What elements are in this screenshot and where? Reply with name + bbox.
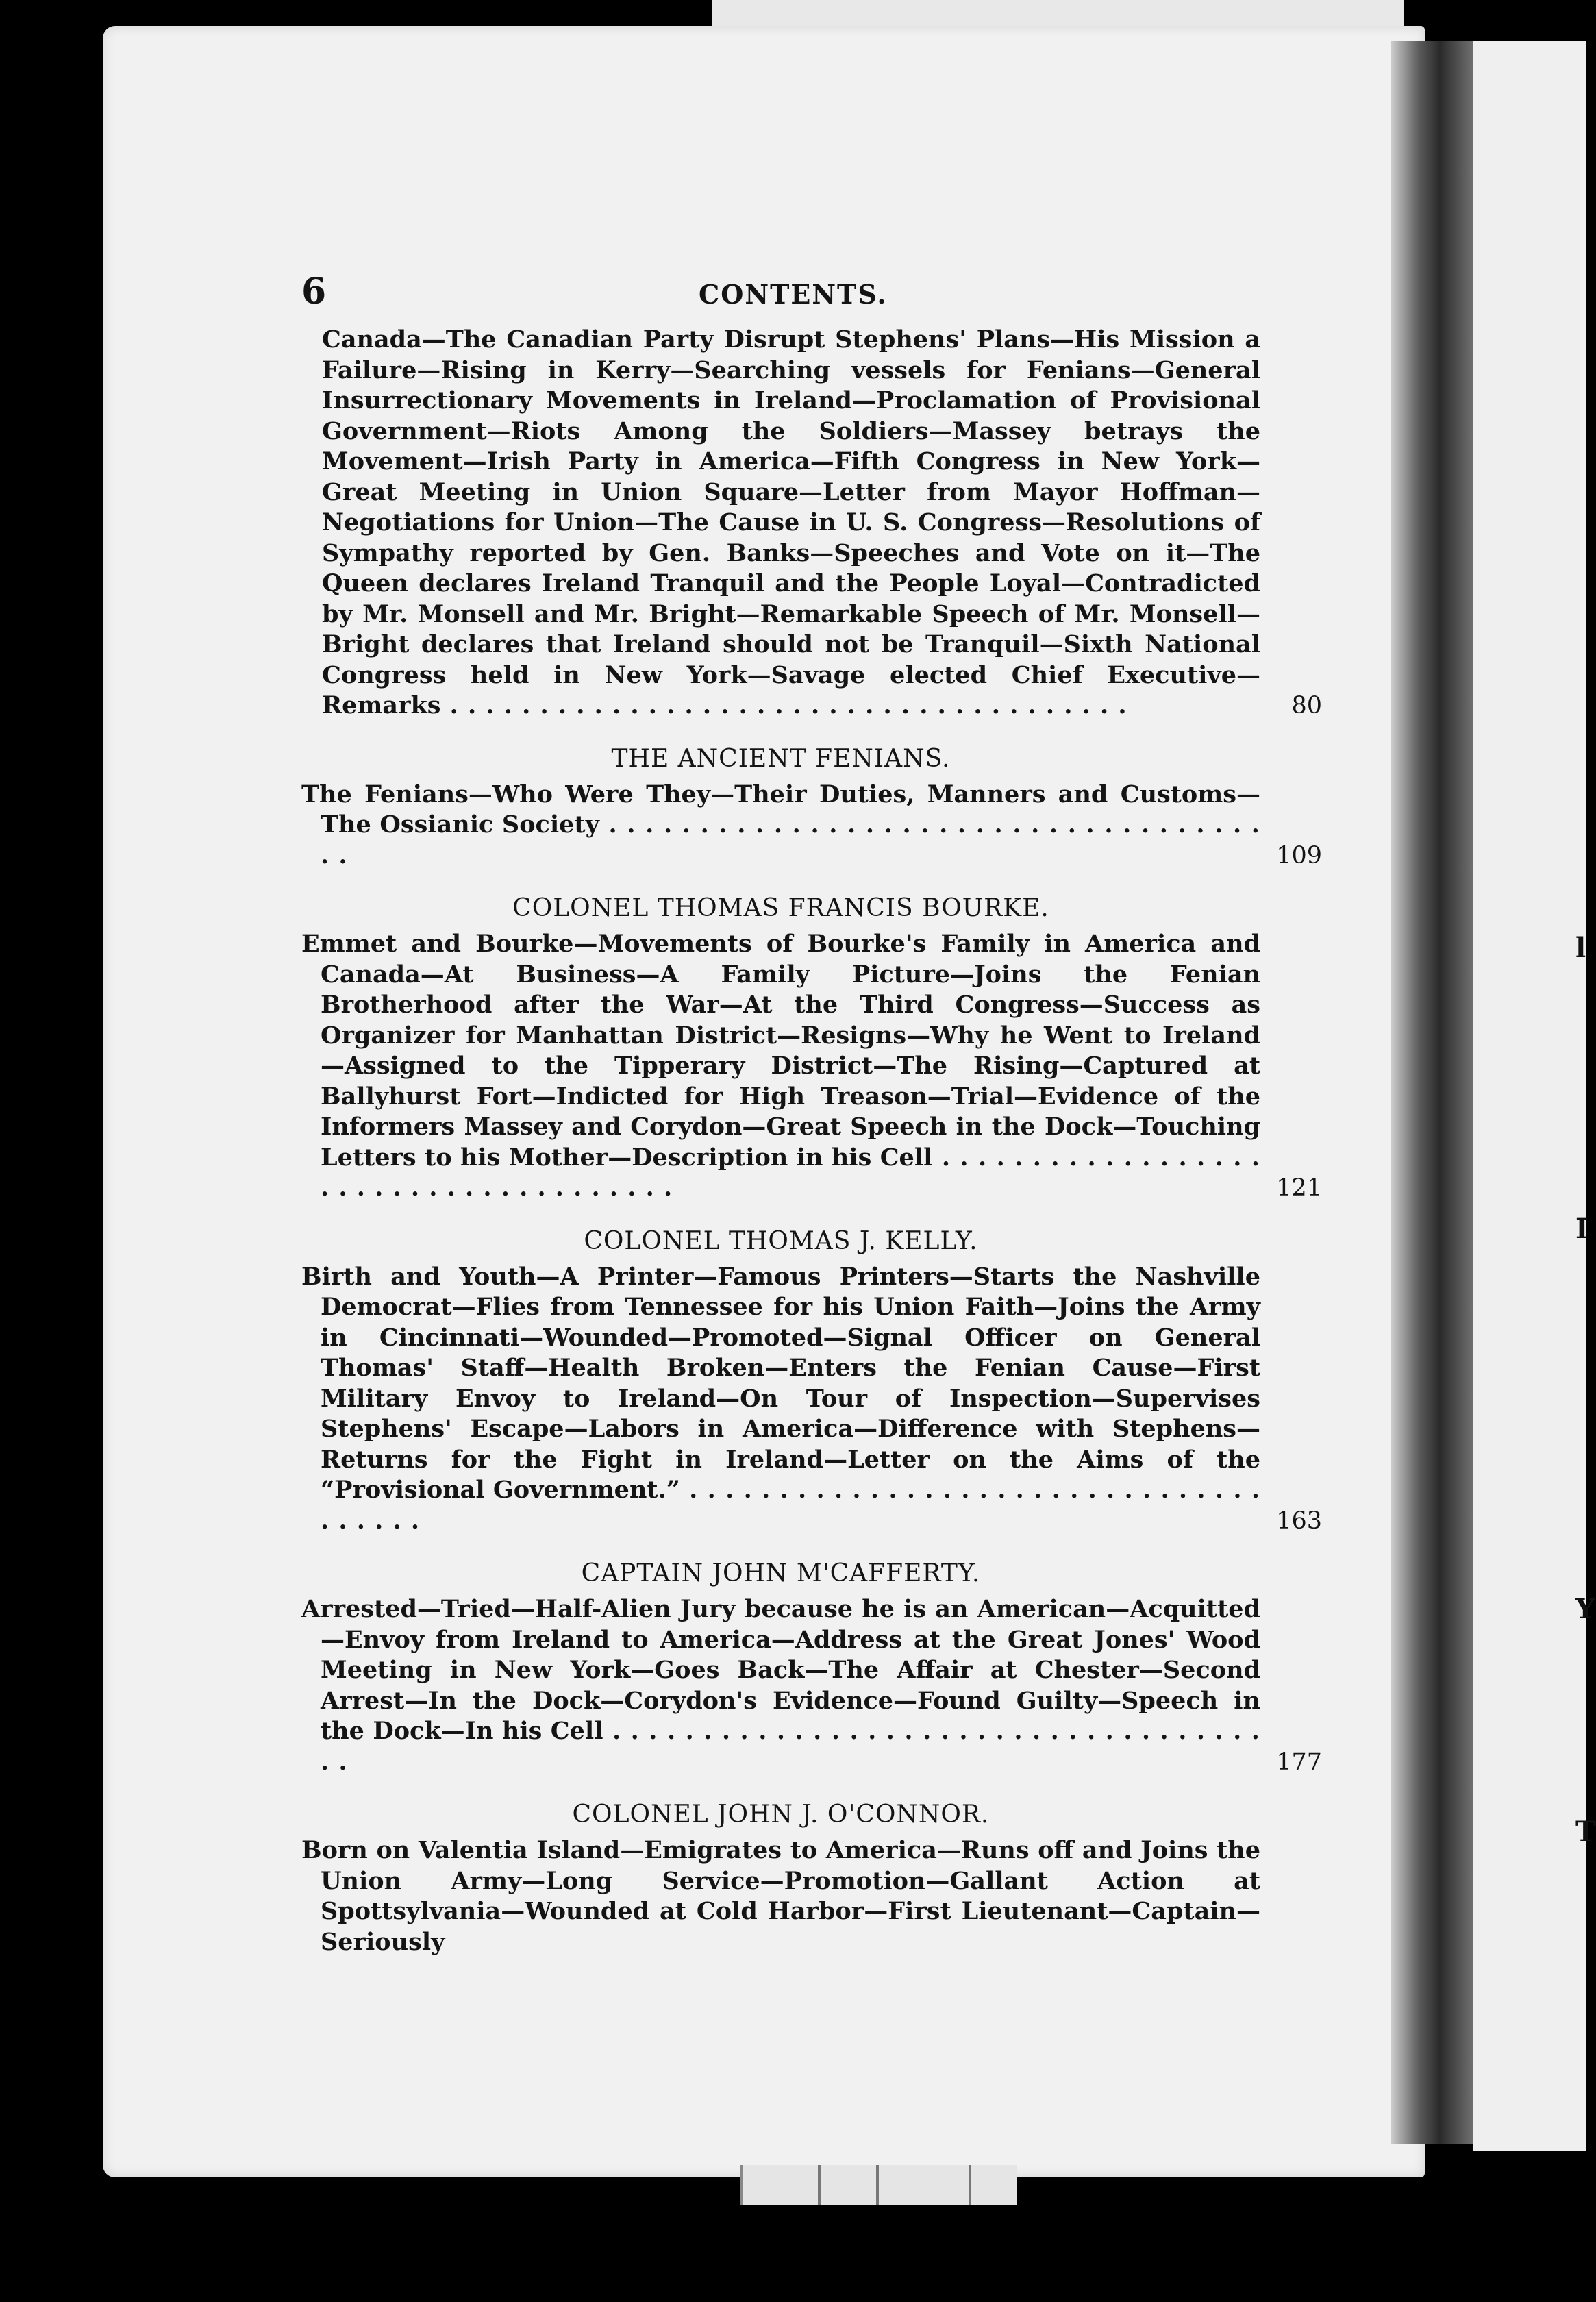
contents-entry [301,780,1322,871]
contents-entry [301,1835,1260,1957]
contents-entry [301,1262,1322,1537]
entry-text: Born on Valentia Island—Emigrates to America—Runs off and Joins the Union Army—Long Service—Promotion—Gallant Action at Spottsylvania—Wounded at Cold Harbor—First Lieutenant—Captain—Seriously [301,1836,1260,1956]
entry-text: Canada—The Canadian Party Disrupt Stephens' Plans—His Mission a Failure—Rising in Kerry—Searching vessels for Fenians—General Insurrectionary Movements in Ireland—Proclamation of Provisional Government—Riots Among the Soldiers—Massey betrays the Movement—Irish Party in America—Fifth Congress in New York—Great Meeting in Union Square—Letter from Mayor Hoffman—Negotiations for Union—The Cause in U. S. Congress—Resolutions of Sympathy reported by Gen. Banks—Speeches and Vote on it—The Queen declares Ireland Tranquil and the People Loyal—Contradicted by Mr. Monsell and Mr. Bright—Remarkable Speech of Mr. Monsell—Bright declares that Ireland should not be Tranquil—Sixth National Congress held in New York—Savage elected Chief Executive—Remarks [322,325,1260,719]
facing-page [1473,41,1596,2151]
section-heading: THE ANCIENT FENIANS. [611,744,951,773]
contents-page [301,271,1322,1957]
entry-page-number: 177 [1276,1748,1322,1776]
section-heading: CAPTAIN JOHN M'CAFFERTY. [581,1559,981,1587]
facing-page-mark: I [1575,1213,1588,1245]
section-heading: COLONEL THOMAS FRANCIS BOURKE. [512,894,1049,922]
entry-page-number: 109 [1276,841,1322,869]
page-number: 6 [301,271,327,312]
entry-text: Emmet and Bourke—Movements of Bourke's Family in America and Canada—At Business—A Family Picture—Joins the Fenian Brotherhood after the War—At the Third Congress—Success as Organizer for Manhattan District—Resigns—Why he Went to Ireland—Assigned to the Tipperary District—The Rising—Captured at Ballyhurst Fort—Indicted for High Treason—Trial—Evidence of the Informers Massey and Corydon—Great Speech in the Dock—Touching Letters to his Mother—Description in his Cell [301,930,1260,1172]
entry-page-number: 163 [1276,1507,1322,1535]
contents-entry [301,929,1322,1204]
book-gutter [1391,41,1473,2144]
page-title: CONTENTS. [699,279,888,310]
entry-text: Arrested—Tried—Half-Alien Jury because he is an American—Acquitted—Envoy from Ireland to America—Address at the Great Jones' Wood Meeting in New York—Goes Back—The Affair at Chester—Second Arrest—In the Dock—Corydon's Evidence—Found Guilty—Speech in the Dock—In his Cell [301,1595,1260,1745]
entry-page-number: 121 [1276,1174,1322,1202]
facing-page-mark: Y [1575,1593,1595,1625]
facing-page-mark: T [1575,1816,1596,1848]
section-heading: COLONEL JOHN J. O'CONNOR. [572,1800,990,1829]
entry-text: The Fenians—Who Were They—Their Duties, Manners and Customs—The Ossianic Society [301,780,1260,839]
page-tabs [740,2165,1017,2205]
entry-page-number: 80 [1291,692,1322,719]
section-heading: COLONEL THOMAS J. KELLY. [584,1226,978,1255]
entry-text: Birth and Youth—A Printer—Famous Printers—Starts the Nashville Democrat—Flies from Tennessee for his Union Faith—Joins the Army in Cincinnati—Wounded—Promoted—Signal Officer on General Thomas' Staff—Health Broken—Enters the Fenian Cause—First Military Envoy to Ireland—On Tour of Inspection—Supervises Stephens' Escape—Labors in America—Difference with Stephens—Returns for the Fight in Ireland—Letter on the Aims of the “Provisional Government.” [301,1262,1260,1504]
contents-entry [301,1594,1322,1777]
contents-entry [301,325,1322,721]
leader-dots [440,691,1127,719]
top-paper-strip [712,0,1404,26]
page-header [301,271,1260,312]
facing-page-mark: l [1575,932,1586,964]
